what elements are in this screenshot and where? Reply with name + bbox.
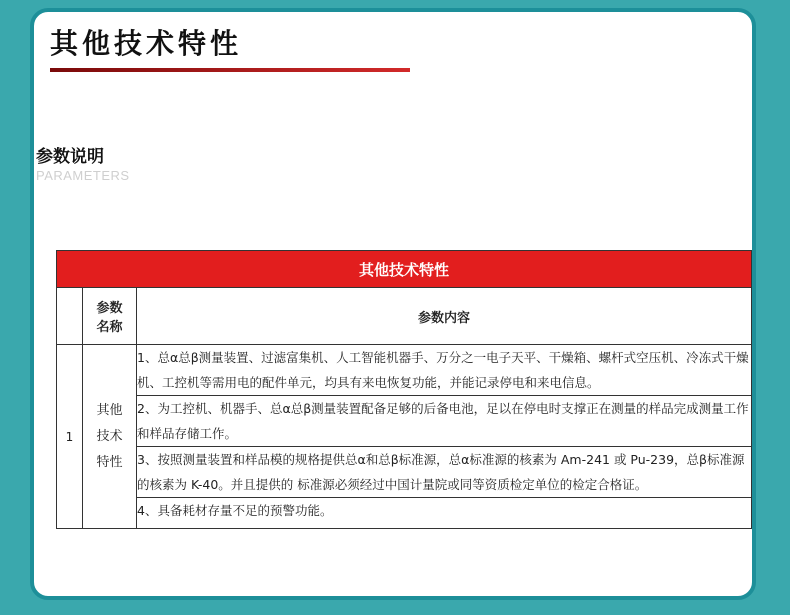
params-title: 参数说明 bbox=[36, 147, 104, 167]
column-header-name-text: 参数 名称 bbox=[96, 301, 123, 335]
list-item: 1、总α总β测量装置、过滤富集机、人工智能机器手、万分之一电子天平、干燥箱、螺杆式空压机、冷冻式干燥机、工控机等需用电的配件单元，均具有来电恢复功能，并能记录停电和来电信息。 bbox=[137, 345, 752, 396]
params-subtitle: PARAMETERS bbox=[36, 168, 130, 183]
index-column-header bbox=[57, 288, 83, 345]
row-name bbox=[83, 345, 137, 529]
spec-table bbox=[56, 250, 752, 529]
table-header: 其他技术特性 bbox=[57, 251, 752, 288]
table-row bbox=[57, 396, 752, 447]
row-number: 1 bbox=[57, 345, 83, 529]
section-title: 其他技术特性 bbox=[50, 27, 243, 60]
row-name-text: 其他 技术 特性 bbox=[96, 402, 123, 470]
table-row bbox=[57, 447, 752, 498]
column-header-content: 参数内容 bbox=[137, 288, 752, 345]
list-item: 2、为工控机、机器手、总α总β测量装置配备足够的后备电池，足以在停电时支撑正在测量的样品完成测量工作和样品存储工作。 bbox=[137, 396, 752, 447]
table-row bbox=[57, 345, 752, 396]
column-header-name bbox=[83, 288, 137, 345]
content-card bbox=[30, 8, 756, 600]
table-row bbox=[57, 498, 752, 529]
title-underline bbox=[50, 68, 410, 72]
list-item: 3、按照测量装置和样品模的规格提供总α和总β标准源，总α标准源的核素为 Am-241 或 Pu-239，总β标准源的核素为 K-40。并且提供的 标准源必须经过中国计量院或同等资质检定单位的检定合格证。 bbox=[137, 447, 752, 498]
list-item: 4、具备耗材存量不足的预警功能。 bbox=[137, 498, 752, 529]
